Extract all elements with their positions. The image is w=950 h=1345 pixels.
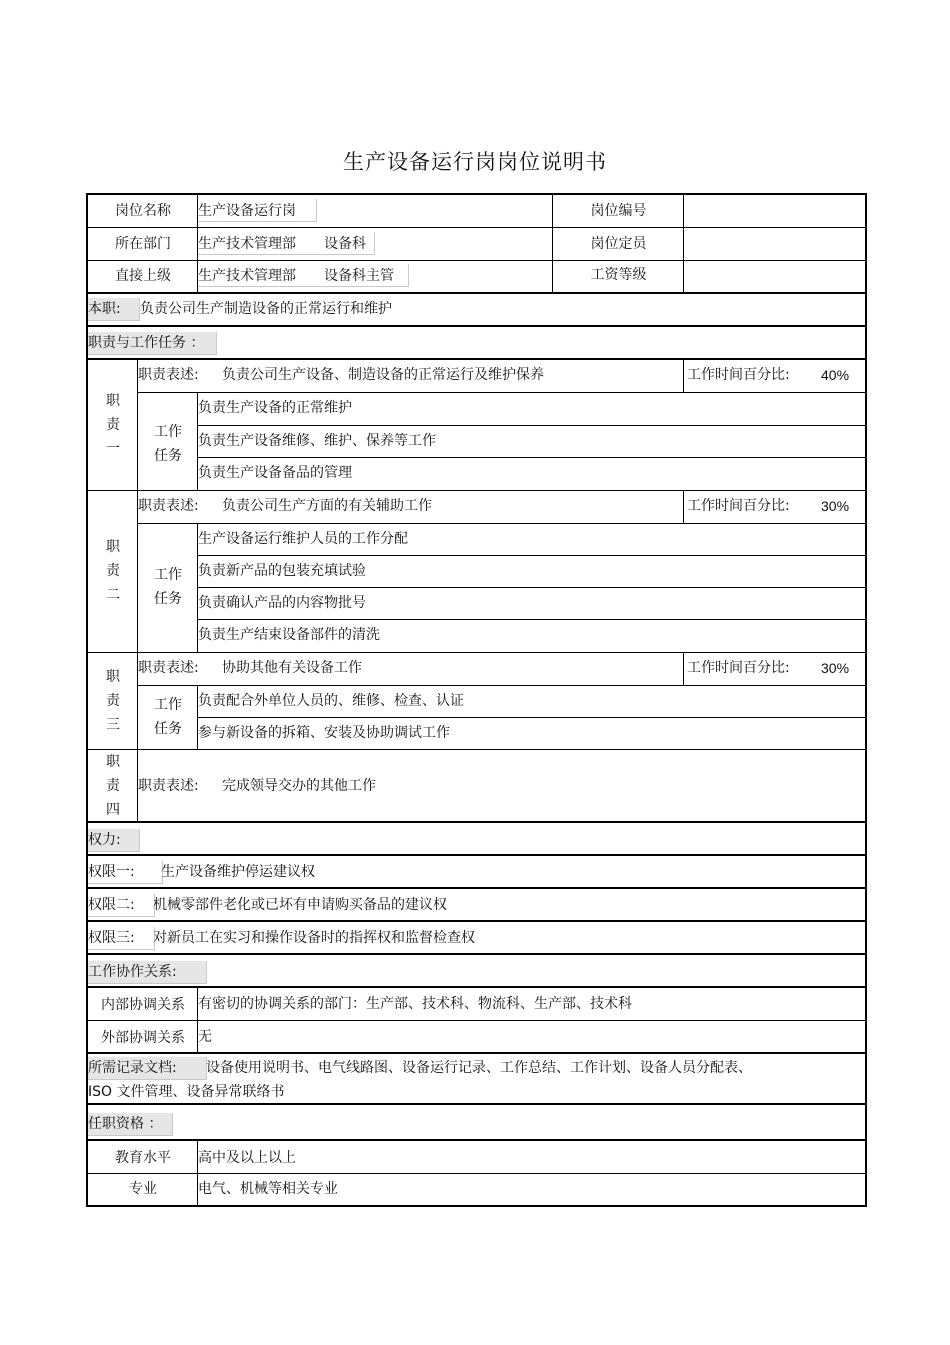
cooperation-header-row	[88, 955, 867, 988]
duty-1-desc: 负责公司生产设备、制造设备的正常运行及维护保养	[222, 367, 544, 383]
qualification-header: 任职资格 ：	[88, 1116, 163, 1132]
superior-label-cell	[88, 261, 198, 294]
salary-grade-value	[684, 261, 867, 294]
duty-1-time-cell	[684, 360, 867, 393]
duty-4-desc: 完成领导交办的其他工作	[222, 778, 376, 794]
major-label: 专业	[129, 1181, 157, 1197]
duty-1-task-2: 负责生产设备维修、维护、保养等工作	[198, 426, 867, 458]
core-duty-row	[88, 294, 867, 327]
superior-value-cell	[198, 261, 553, 294]
duty-3-desc-cell	[138, 653, 684, 686]
major-value: 电气、机械等相关专业	[198, 1181, 338, 1197]
duty-2-task-label: 工作 任务	[154, 567, 182, 607]
duty-2-task-label-cell	[138, 524, 198, 653]
position-name-value: 生产设备运行岗	[198, 203, 296, 219]
education-label: 教育水平	[115, 1150, 171, 1166]
duty-3-name-cell	[88, 653, 138, 750]
duty-4-name: 职 责 四	[106, 754, 120, 818]
duty-2-name-cell	[88, 491, 138, 653]
position-code-value	[684, 195, 867, 228]
authority-1-text: 生产设备维护停运建议权	[161, 864, 315, 880]
duty-3-desc-label: 职责表述:	[138, 660, 199, 676]
qualification-header-row	[88, 1105, 867, 1141]
superior-value: 生产技术管理部	[198, 268, 296, 284]
external-coop-label: 外部协调关系	[101, 1030, 185, 1046]
authority-3-row	[88, 922, 867, 955]
duty-1-time-value: 40%	[821, 367, 850, 383]
position-code-label: 岗位编号	[590, 203, 647, 219]
internal-coop-text: 有密切的协调关系的部门：生产部、技术科、物流科、生产部、技术科	[198, 996, 632, 1012]
duty-2-desc-cell	[138, 491, 684, 524]
internal-coop-label: 内部协调关系	[101, 997, 185, 1013]
headcount-value	[684, 228, 867, 261]
dept-label-cell	[88, 228, 198, 261]
superior-label: 直接上级	[115, 268, 171, 284]
duty-1-task-label-cell	[138, 393, 198, 491]
duty-1-desc-label: 职责表述:	[138, 367, 199, 383]
duty-3-task-1: 负责配合外单位人员的、维修、检查、认证	[198, 686, 867, 718]
department-value: 生产技术管理部	[198, 236, 296, 252]
duty-3-task-label: 工作 任务	[154, 697, 182, 737]
duty-1-name-cell	[88, 360, 138, 491]
duties-header: 职责与工作任务 ：	[88, 335, 205, 351]
records-row	[88, 1054, 867, 1105]
external-coop-label-cell	[88, 1021, 198, 1054]
authority-3-text: 对新员工在实习和操作设备时的指挥权和监督检查权	[153, 930, 475, 946]
duty-2-task-1: 生产设备运行维护人员的工作分配	[198, 524, 867, 556]
records-label: 所需记录文档:	[88, 1060, 177, 1076]
authority-1-label: 权限一:	[88, 864, 135, 880]
authority-1-row	[88, 856, 867, 889]
duty-3-name: 职 责 三	[106, 669, 120, 733]
duty-2-task-4: 负责生产结束设备部件的清洗	[198, 620, 867, 653]
duties-header-row	[88, 327, 867, 360]
duty-1-time-label: 工作时间百分比:	[687, 367, 790, 383]
authority-2-text: 机械零部件老化或已坏有申请购买备品的建议权	[153, 897, 447, 913]
duty-2-task-2: 负责新产品的包装充填试验	[198, 556, 867, 588]
duty-2-time-value: 30%	[821, 498, 850, 514]
duty-3-task-label-cell	[138, 686, 198, 750]
duty-2-desc: 负责公司生产方面的有关辅助工作	[222, 498, 432, 514]
headcount-label: 岗位定员	[590, 236, 647, 252]
duty-3-task-2: 参与新设备的拆箱、安装及协助调试工作	[198, 718, 867, 750]
position-name-label: 岗位名称	[115, 203, 171, 219]
major-label-cell	[88, 1174, 198, 1207]
duty-3-desc: 协助其他有关设备工作	[222, 660, 362, 676]
authority-2-row	[88, 889, 867, 922]
duty-2-desc-label: 职责表述:	[138, 498, 199, 514]
edu-value-cell	[198, 1141, 867, 1174]
records-line-1: 设备使用说明书、电气线路图、设备运行记录、工作总结、工作计划、设备人员分配表、	[206, 1060, 752, 1076]
duty-2-name: 职 责 二	[106, 539, 120, 603]
authority-2-label: 权限二:	[88, 897, 135, 913]
department-label: 所在部门	[115, 236, 171, 252]
edu-label-cell	[88, 1141, 198, 1174]
authority-header-row	[88, 823, 867, 856]
major-value-cell	[198, 1174, 867, 1207]
duty-1-desc-cell	[138, 360, 684, 393]
duty-4-name-cell	[88, 750, 138, 823]
external-coop-text: 无	[198, 1029, 212, 1045]
duty-1-name: 职 责 一	[106, 393, 120, 457]
records-line-2: ISO 文件管理、设备异常联络书	[88, 1084, 285, 1100]
duty-1-task-3: 负责生产设备备品的管理	[198, 458, 867, 491]
quota-label-cell	[553, 228, 684, 261]
internal-coop-value-cell	[198, 988, 867, 1021]
authority-3-label: 权限三:	[88, 930, 135, 946]
internal-coop-label-cell	[88, 988, 198, 1021]
duty-2-time-label: 工作时间百分比:	[687, 498, 790, 514]
duty-1-task-1: 负责生产设备的正常维护	[198, 393, 867, 426]
salary-grade-label: 工资等级	[590, 267, 647, 283]
name-value-cell	[198, 195, 553, 228]
duty-4-desc-label: 职责表述:	[138, 778, 199, 794]
duty-3-time-cell	[684, 653, 867, 686]
name-label-cell	[88, 195, 198, 228]
code-label-cell	[553, 195, 684, 228]
dept-value-cell	[198, 228, 553, 261]
duty-3-time-value: 30%	[821, 660, 850, 676]
duty-2-time-cell	[684, 491, 867, 524]
duty-3-time-label: 工作时间百分比:	[687, 660, 790, 676]
core-duty-text: 负责公司生产制造设备的正常运行和维护	[140, 301, 392, 317]
authority-header: 权力:	[88, 832, 121, 848]
page-title: 生产设备运行岗岗位说明书	[343, 150, 607, 174]
core-duty-label: 本职:	[88, 301, 121, 317]
external-coop-value-cell	[198, 1021, 867, 1054]
department-value-section: 设备科	[324, 236, 366, 252]
duty-2-task-3: 负责确认产品的内容物批号	[198, 588, 867, 620]
superior-value-role: 设备科主管	[324, 268, 394, 284]
duty-4-desc-cell	[138, 750, 867, 823]
grade-label-cell	[553, 261, 684, 294]
job-description-form	[86, 193, 867, 1207]
duty-1-task-label: 工作 任务	[154, 424, 182, 464]
cooperation-header: 工作协作关系:	[88, 964, 177, 980]
education-value: 高中及以上以上	[198, 1150, 296, 1166]
